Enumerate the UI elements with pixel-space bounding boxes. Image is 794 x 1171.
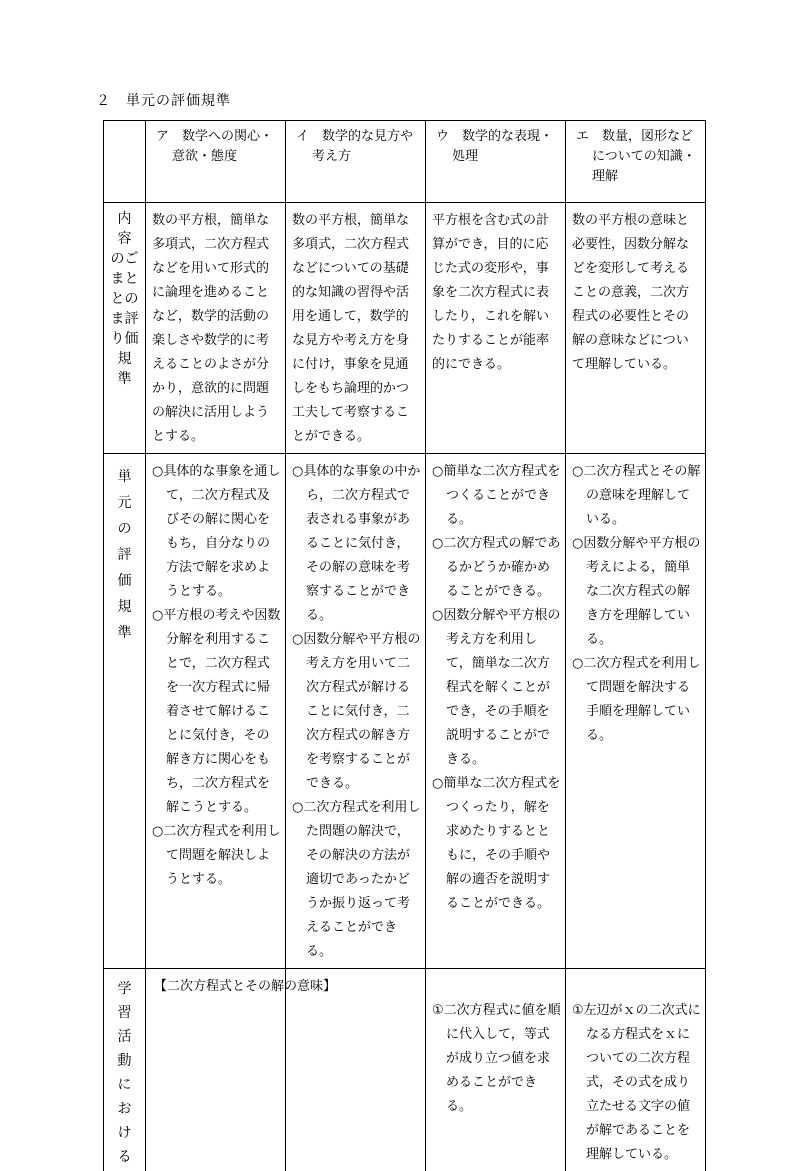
- list-item: ○因数分解や平方根の考え方を利用して，簡単な二次方程式を解くことができ，その手順を説明することができる。: [432, 604, 561, 772]
- list-item: ○二次方程式を利用した問題の解決で，その解決の方法が適切であったかどうか振り返って考えることができる。: [292, 796, 421, 964]
- content-criteria-row: [104, 203, 706, 454]
- content-cell-a: 数の平方根，簡単な多項式，二次方程式などを用いて形式的に論理を進めることなど，数学的活動の楽しさや数学的に考えることのよさが分かり，意欲的に問題の解決に活用しようとする。: [146, 203, 286, 454]
- activity-cell-a: [146, 969, 286, 1171]
- list-item: ○因数分解や平方根の考え方を用いて二次方程式が解けることに気付き，二次方程式の解き方を考察することができる。: [292, 628, 421, 796]
- activity-cell-c: [426, 969, 566, 1171]
- list-item: ①左辺がｘの二次式になる方程式をｘについての二次方程式，その式を成り立たせる文字の値が解であることを理解している。: [572, 999, 701, 1167]
- learning-activity-row: [104, 969, 706, 1171]
- learning-activity-label: 学 習 活 動 に お け る: [104, 969, 146, 1171]
- header-b: イ 数学的な見方や考え方: [286, 121, 426, 203]
- header-a: ア 数学への関心・意欲・態度: [146, 121, 286, 203]
- unit-cell-d: [566, 454, 706, 969]
- content-criteria-label: 内 容 のご まと との ま評 り価 規 準: [104, 203, 146, 454]
- evaluation-criteria-table: [103, 120, 706, 1171]
- unit-criteria-label: 単 元 の 評 価 規 準: [104, 454, 146, 969]
- list-item: ○簡単な二次方程式をつくったり，解を求めたりするとともに，その手順や解の適否を説明することができる。: [432, 772, 561, 916]
- list-item: ○簡単な二次方程式をつくることができる。: [432, 460, 561, 532]
- topic-heading: 【二次方程式とその解の意味】: [154, 975, 336, 999]
- unit-cell-a: [146, 454, 286, 969]
- header-c: ウ 数学的な表現・処理: [426, 121, 566, 203]
- unit-criteria-row: [104, 454, 706, 969]
- list-item: ○因数分解や平方根の考えによる，簡単な二次方程式の解き方を理解している。: [572, 532, 701, 652]
- list-item: ○二次方程式の解であるかどうか確かめることができる。: [432, 532, 561, 604]
- section-title: ２ 単元の評価規準: [96, 90, 231, 110]
- list-item: ○具体的な事象を通して，二次方程式及びその解に関心をもち，自分なりの方法で解を求めようとする。: [152, 460, 281, 604]
- content-cell-b: 数の平方根，簡単な多項式，二次方程式などについての基礎的な知識の習得や活用を通して，数学的な見方や考え方を身に付け，事象を見通しをもち論理的かつ工夫して考察することができる。: [286, 203, 426, 454]
- activity-cell-d: [566, 969, 706, 1171]
- unit-cell-b: [286, 454, 426, 969]
- content-cell-c: 平方根を含む式の計算ができ，目的に応じた式の変形や，事象を二次方程式に表したり，これを解いたりすることが能率的にできる。: [426, 203, 566, 454]
- corner-cell: [104, 121, 146, 203]
- list-item: ○平方根の考えや因数分解を利用することで，二次方程式を一次方程式に帰着させて解けることに気付き，その解き方に関心をもち，二次方程式を解こうとする。: [152, 604, 281, 820]
- unit-cell-c: [426, 454, 566, 969]
- content-cell-d: 数の平方根の意味と必要性，因数分解などを変形して考えることの意義，二次方程式の必要性とその解の意味などについて理解している。: [566, 203, 706, 454]
- header-row: [104, 121, 706, 203]
- list-item: ○二次方程式を利用して問題を解決する手順を理解している。: [572, 652, 701, 748]
- list-item: ○二次方程式とその解の意味を理解している。: [572, 460, 701, 532]
- list-item: ①二次方程式に値を順に代入して，等式が成り立つ値を求めることができる。: [432, 999, 561, 1119]
- list-item: ○二次方程式を利用して問題を解決しようとする。: [152, 820, 281, 892]
- header-d: エ 数量，図形などについての知識・理解: [566, 121, 706, 203]
- list-item: ○具体的な事象の中から，二次方程式で表される事象があることに気付き，その解の意味を考察することができる。: [292, 460, 421, 628]
